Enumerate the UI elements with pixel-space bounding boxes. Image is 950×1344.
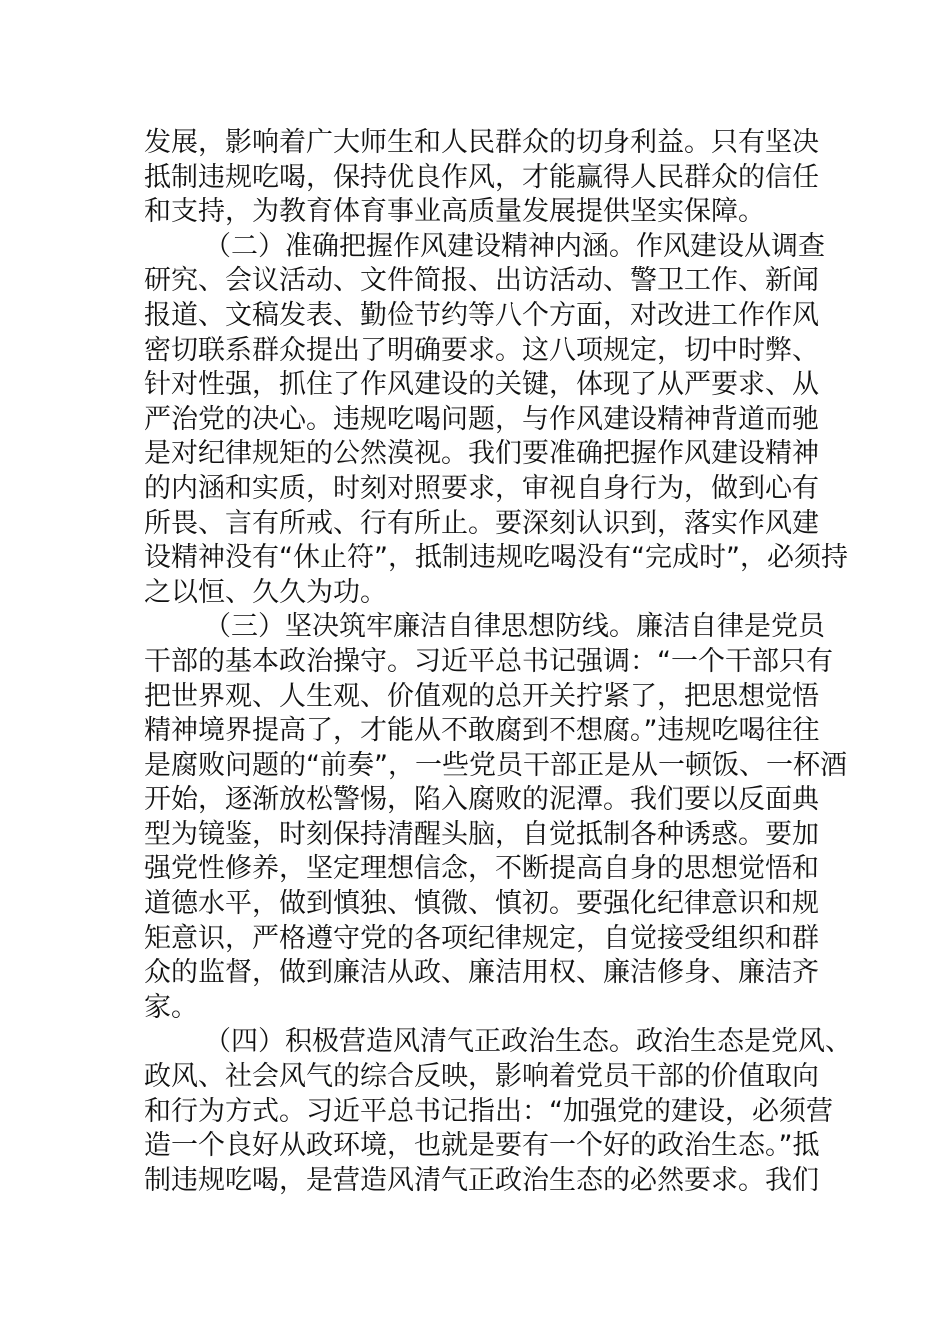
paragraph-first-line: （三）坚决筑牢廉洁自律思想防线。廉洁自律是党员 xyxy=(204,611,825,643)
text-line: 干部的基本政治操守。习近平总书记强调：“一个干部只有 xyxy=(144,645,833,677)
text-line: 研究、会议活动、文件简报、出访活动、警卫工作、新闻 xyxy=(144,265,819,297)
text-line: 众的监督，做到廉洁从政、廉洁用权、廉洁修身、廉洁齐 xyxy=(144,957,819,989)
text-line: 精神境界提高了，才能从不敢腐到不想腐。”违规吃喝往往 xyxy=(144,715,820,747)
text-line: 型为镜鉴，时刻保持清醒头脑，自觉抵制各种诱惑。要加 xyxy=(144,818,819,850)
text-line: 密切联系群众提出了明确要求。这八项规定，切中时弊、 xyxy=(144,334,819,366)
text-line: 是腐败问题的“前奏”，一些党员干部正是从一顿饭、一杯酒 xyxy=(144,749,847,781)
text-line: 之以恒、久久为功。 xyxy=(144,576,387,608)
text-line: 和行为方式。习近平总书记指出：“加强党的建设，必须营 xyxy=(144,1095,833,1127)
body-text xyxy=(144,126,852,1198)
text-line: 设精神没有“休止符”，抵制违规吃喝没有“完成时”，必须持 xyxy=(144,542,848,574)
text-line: 的内涵和实质，时刻对照要求，审视自身行为，做到心有 xyxy=(144,472,819,504)
text-line: 所畏、言有所戒、行有所止。要深刻认识到，落实作风建 xyxy=(144,507,819,539)
text-line: 针对性强，抓住了作风建设的关键，体现了从严要求、从 xyxy=(144,369,819,401)
text-line: 矩意识，严格遵守党的各项纪律规定，自觉接受组织和群 xyxy=(144,922,819,954)
text-line: 和支持，为教育体育事业高质量发展提供坚实保障。 xyxy=(144,196,765,228)
text-line: 报道、文稿发表、勤俭节约等八个方面，对改进工作作风 xyxy=(144,299,819,331)
text-line: 发展，影响着广大师生和人民群众的切身利益。只有坚决 xyxy=(144,127,819,158)
text-line: 开始，逐渐放松警惕，陷入腐败的泥潭。我们要以反面典 xyxy=(144,784,819,816)
text-line: 造一个良好从政环境，也就是要有一个好的政治生态。”抵 xyxy=(144,1130,820,1162)
text-line: 抵制违规吃喝，保持优良作风，才能赢得人民群众的信任 xyxy=(144,161,819,193)
paragraph-first-line: （二）准确把握作风建设精神内涵。作风建设从调查 xyxy=(204,230,825,262)
text-line: 道德水平，做到慎独、慎微、慎初。要强化纪律意识和规 xyxy=(144,888,819,920)
paragraph-first-line: （四）积极营造风清气正政治生态。政治生态是党风、 xyxy=(204,1026,852,1058)
text-line: 政风、社会风气的综合反映，影响着党员干部的价值取向 xyxy=(144,1061,819,1093)
text-line: 严治党的决心。违规吃喝问题，与作风建设精神背道而驰 xyxy=(144,403,819,435)
text-line: 把世界观、人生观、价值观的总开关拧紧了，把思想觉悟 xyxy=(144,680,819,712)
text-line: 是对纪律规矩的公然漠视。我们要准确把握作风建设精神 xyxy=(144,438,819,470)
text-line: 强党性修养，坚定理想信念，不断提高自身的思想觉悟和 xyxy=(144,853,819,885)
text-line: 制违规吃喝，是营造风清气正政治生态的必然要求。我们 xyxy=(144,1164,819,1196)
text-line: 家。 xyxy=(144,991,198,1023)
